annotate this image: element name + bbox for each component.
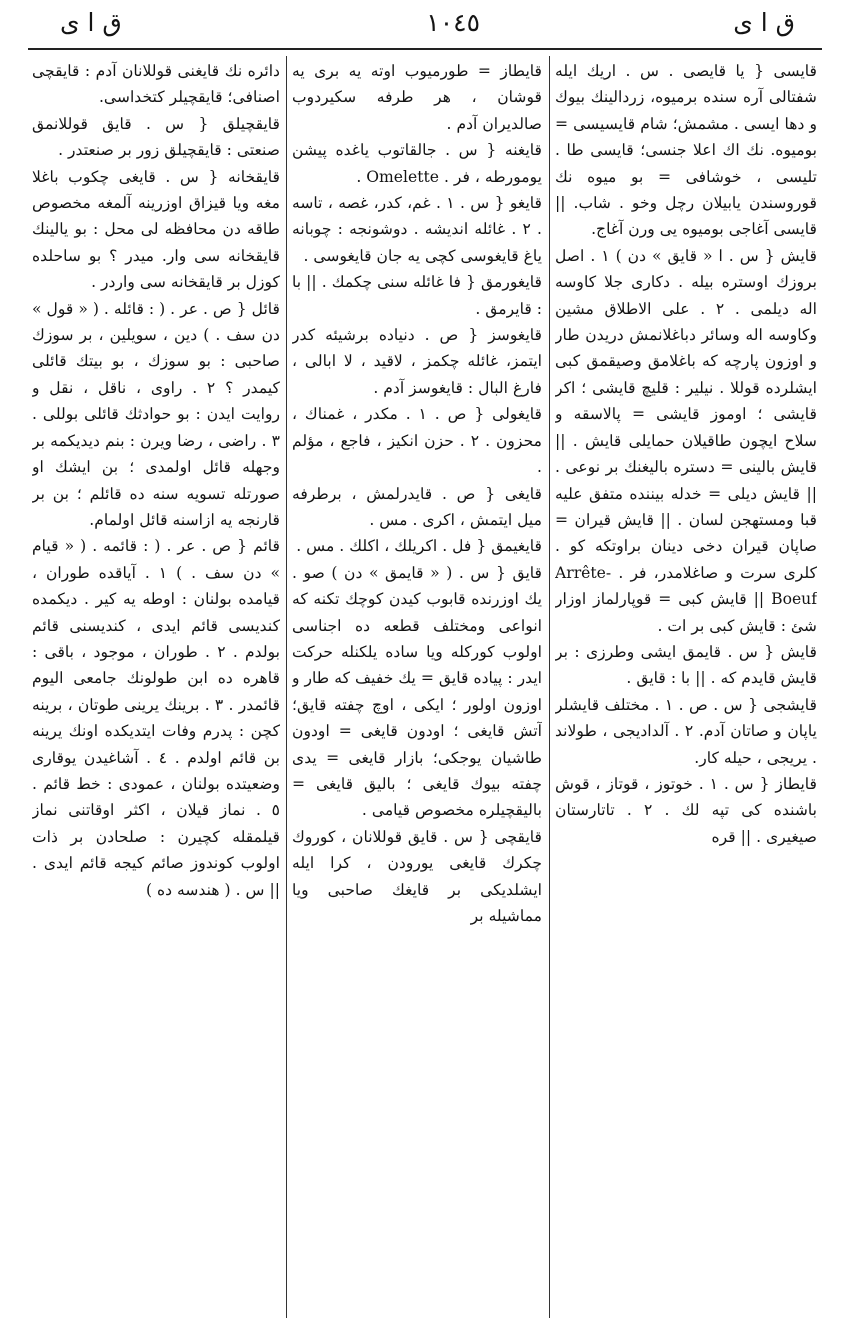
dictionary-entry: دائره نك قايغنى قوللانان آدم : قايقچى اصنافى؛ قايقچيلر كتخداسى. xyxy=(32,62,280,107)
dictionary-entry: قايغولى { ص . ١ . مكدر ، غمناك ، محزون . ٢ . حزن انكيز ، فاجع ، مؤلم . xyxy=(292,405,542,477)
dictionary-entry: قائم { ص . عر . ( : قائمه . ( « قيام » دن سف . ) ١ . آياقده طوران ، قيامده بولنان : اوطه يه كير . ديكمده كنديسى قائم ايدى ، كنديسنى قائم بولدم . ٢ . طوران ، موجود ، باقى : قاهره ده ابن طولونك جامعى اليوم قائمدر . ٣ . برينك يرينى طوتان ، برينه كچن : پدرم وفات ايتديكده اونك يرينه بن قائم اولدم . ٤ . آشاغيدن يوقارى وضعيتده بولنان ، عمودى : خط قائم . ٥ . نماز قيلان ، اكثر اوقاتنى نماز قيلمقله كچيرن : صلحادن بر ذات اولوب كوندوز صائم كيجه قائم ايدى . || س . ( هندسه ده ) xyxy=(32,537,280,899)
running-header xyxy=(30,8,820,44)
dictionary-entry: قايغو { س . ١ . غم، كدر، غصه ، تاسه . ٢ . غائله انديشه . دوشونجه : چوبانه ياغ قايغوسى كچى يه جان قايغوسى . xyxy=(292,194,542,265)
dictionary-entry: قايش { س . قايمق ايشى وطرزى : بر قايش قايدم كه . || با : قايق . xyxy=(555,642,817,688)
dictionary-entry: قايغورمق { فا غائله سنى چكمك . || با : قايرمق . xyxy=(292,273,542,318)
dictionary-entry: قايش { س . ا « قايق » دن ) ١ . اصل بروزك اوستره بيله . دكارى جلا كاوسه اله ديلمى . ٢ . على الاطلاق مشين وكاوسه اله وسائر دباغلانمش دريدن طار و اوزون پارچه كه باغلامق وصيقمق كبى ايشلرده قوللا . نيلير : قليچ قايشى ؛ اكر قايشى ؛ اوموز قايشى = پالاسقه و سلاح ايچون طاقيلان حمايلى قايش . || قايش بالينى = دستره باليغنك بر نوعى . || قايش ديلى = خدله بيننده متفق عليه قبا ومستهجن لسان . || قايش قيران = صاپان قيران دخى دينان براوتكه كو . كلرى سرت و صاغلامدر، فر . Arrête-Boeuf || قايش كبى = قوپارلماز اوزار شئ : قايش كبى بر ات . xyxy=(555,246,817,635)
column-right xyxy=(555,58,817,1320)
dictionary-entry: قايسى { يا قايصى . س . اريك ايله شفتالى آره سنده برميوه، زردالينك بيوك و دها ايسى . مشمش؛ شام قايسيسى = بوميوه. نك اك اعلا جنسى؛ قايسى طا . تليسى ، خوشافى = بو ميوه نك قوروسندن يابيلان رچل وخو . شاب. || قايسى آغاجى بوميوه يى ورن آغاج. xyxy=(555,62,817,239)
header-right-word: ق ا ى xyxy=(733,8,795,37)
dictionary-entry: قايغوسز { ص . دنياده برشيئه كدر ايتمز، غائله چكمز ، لاقيد ، لا ابالى ، فارغ البال : قايغوسز آدم . xyxy=(292,326,542,397)
dictionary-entry: قايغيمق { فل . اكريلك ، اكلك . مس . xyxy=(296,537,542,556)
dictionary-entry: قايقچى { س . قايق قوللانان ، كوروك چكرك قايغى يورودن ، كرا ايله ايشلديكى بر قايغك صاحبى ويا مماشيله بر xyxy=(292,827,542,925)
dictionary-entry: قائل { ص . عر . ( : قائله . ( « قول » دن سف . ) دين ، سويلين ، بر سوزك صاحبى : بو سوزك ، بو بيتك قائلى كيمدر ؟ ٢ . راوى ، ناقل ، نقل و روايت ايدن : بو حوادثك قائلى بوللى . ٣ . راضى ، رضا ويرن : بنم ديديكمه بر وجهله قائل اولمدى ؛ بن ايشك او صورتله تسويه سنه ده قائلم ؛ بن بر قارنجه يه ازاسنه قائل اولمام. xyxy=(32,299,280,529)
dictionary-entry: قايقخانه { س . قايغى چكوب باغلا مغه ويا قيزاق اوزرينه آلمغه مخصوص طاقه دن محافظه لى محل : بو يالينك قايقخانه سى وار. ميدر ؟ بو ساحلده كوزل بر قايقخانه سى واردر . xyxy=(32,167,280,292)
column-divider-left xyxy=(286,56,287,1318)
column-divider-right xyxy=(549,56,550,1318)
column-left xyxy=(32,58,280,1320)
dictionary-entry: قايطاز { س . ١ . خوتوز ، قوتاز ، قوش باشنده كى تپه لك . ٢ . تاتارستان صيغيرى . || قره xyxy=(555,774,817,846)
header-left-word: ق ا ى xyxy=(60,8,122,37)
dictionary-entry: قايطاز = طورميوب اوته يه برى يه قوشان ، هر طرفه سكيردوب صالديران آدم . xyxy=(292,62,542,133)
column-middle xyxy=(292,58,542,1320)
dictionary-entry: قايغنه { س . جالقاتوب ياغده پيشن يومورطه ، فر . Omelette . xyxy=(292,141,542,186)
dictionary-entry: قايشجى { س . ص . ١ . مختلف قايشلر ياپان و صاتان آدم. ٢ . آلداديجى ، طولاند . يريجى ، حيله كار. xyxy=(555,695,817,767)
dictionary-entry: قايقچيلق { س . قايق قوللانمق صنعتى : قايقچيلق زور بر صنعتدر . xyxy=(32,114,280,160)
dictionary-entry: قايغى { ص . قايدرلمش ، برطرفه ميل ايتمش ، اكرى . مس . xyxy=(292,484,542,529)
dictionary-entry: قايق { س . ( « قايمق » دن ) صو . يك اوزرنده قابوب كيدن كوچك تكنه كه انواعى ومختلف قطعه ده اجناسى اولوب كوركله ويا ساده يلكنله حركت ايدر : پياده قايق = يك خفيف كه طار و اوزون اولور ؛ ايكى ، اوچ چفته قايق؛ آتش قايغى ؛ اودون قايغى = اودون طاشيان يوجكى؛ بازار قايغى = يدى چفته بيوك قايغى ؛ باليق قايغى = باليقچيلره مخصوص قيامى . xyxy=(292,563,542,820)
page-number: ١٠٤٥ xyxy=(426,8,480,37)
header-rule xyxy=(28,48,822,50)
